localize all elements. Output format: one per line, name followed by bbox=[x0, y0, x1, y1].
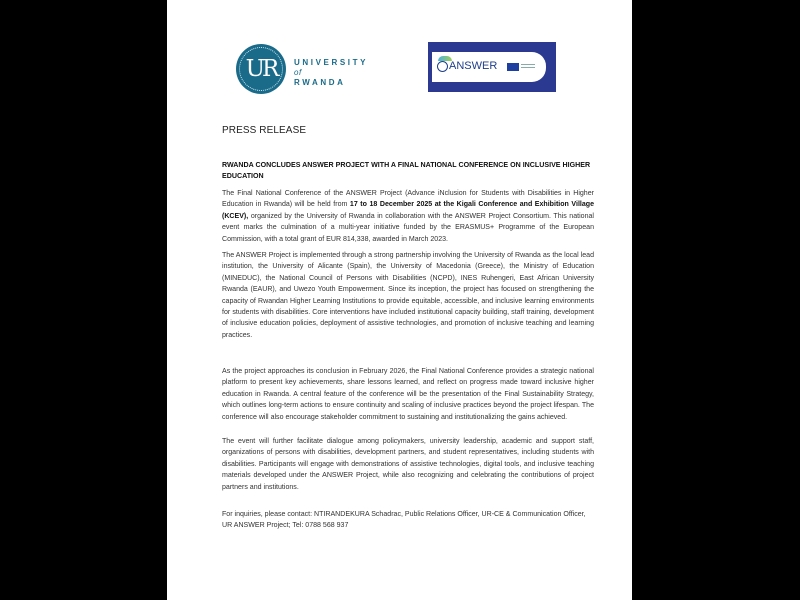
ur-name-line2: RWANDA bbox=[294, 78, 346, 87]
headline: RWANDA CONCLUDES ANSWER PROJECT WITH A FINAL NATIONAL CONFERENCE ON INCLUSIVE HIGHER EDUCATION bbox=[222, 161, 591, 180]
ur-wordmark bbox=[294, 58, 368, 88]
ur-name-line1: UNIVERSITY bbox=[294, 58, 368, 67]
ur-name-of: of bbox=[294, 68, 302, 77]
eu-funding-lines bbox=[521, 64, 535, 70]
paragraph-2: The ANSWER Project is implemented through a strong partnership involving the University of Rwanda as the local lead institution, the University of Alicante (Spain), the University of Macedonia (Greece), the Ministry of Education (MINEDUC), the National Council of Persons with Disabilities (NCPD), INES Ruhengeri, East African University Rwanda (EAUR), and Uwezo Youth Empowerment. Since its inception, the project has focused on strengthening the capacity of Rwandan Higher Learning Institutions to provide equitable, accessible, and inclusive learning environments for students with disabilities. Core interventions have included institutional capacity building, staff training, development of inclusive education policies, deployment of assistive technologies, and promotion of inclusive teaching and learning practices. bbox=[222, 252, 594, 339]
university-of-rwanda-logo bbox=[236, 44, 366, 96]
p1-text-start: The Final National Conference of the ANSWER Project (Advance iNclusion for Students with Disabilities in Higher Education in Rwanda) will be held from bbox=[222, 190, 594, 209]
eu-flag-icon bbox=[507, 63, 519, 71]
contact-info: For inquiries, please contact: NTIRANDEKURA Schadrac, Public Relations Officer, UR-CE & Communication Officer, UR ANSWER Project; Tel: 0788 568 937 bbox=[222, 511, 586, 530]
answer-wheel-icon bbox=[437, 61, 448, 72]
ur-seal-icon bbox=[236, 44, 286, 94]
paragraph-4: The event will further facilitate dialogue among policymakers, university leadership, academic and support staff, organizations of persons with disabilities, development partners, and student representatives, including students with disabilities. Participants will engage with demonstrations of assistive technologies, digital tools, and inclusive teaching materials developed under the ANSWER Project, while also recognizing and celebrating the contributions of project partners and institutions. bbox=[222, 438, 594, 491]
answer-wordmark: ANSWER bbox=[449, 60, 498, 72]
p1-text-end: organized by the University of Rwanda in collaboration with the ANSWER Project Consortium. This national event marks the culmination of a multi-year initiative funded by the ERASMUS+ Programme of the European Commission, with a total grant of EUR 814,338, awarded in March 2023. bbox=[222, 212, 594, 243]
document-label: PRESS RELEASE bbox=[222, 125, 307, 136]
seal-letters: UR bbox=[245, 56, 277, 82]
paragraph-1 bbox=[222, 188, 594, 245]
p1-event-details: 17 to 18 December 2025 at the Kigali Conference and Exhibition Village (KCEV), bbox=[222, 201, 594, 220]
answer-project-logo bbox=[428, 42, 556, 92]
paragraph-3: As the project approaches its conclusion in February 2026, the Final National Conference provides a strategic national platform to present key achievements, share lessons learned, and reflect on progress made toward inclusive higher education in Rwanda. A central feature of the conference will be the presentation of the Final Sustainability Strategy, which outlines long-term actions to ensure continuity and scaling of inclusive practices beyond the project lifespan. The conference will also encourage stakeholder commitment to sustaining and institutionalizing the gains achieved. bbox=[222, 368, 594, 421]
